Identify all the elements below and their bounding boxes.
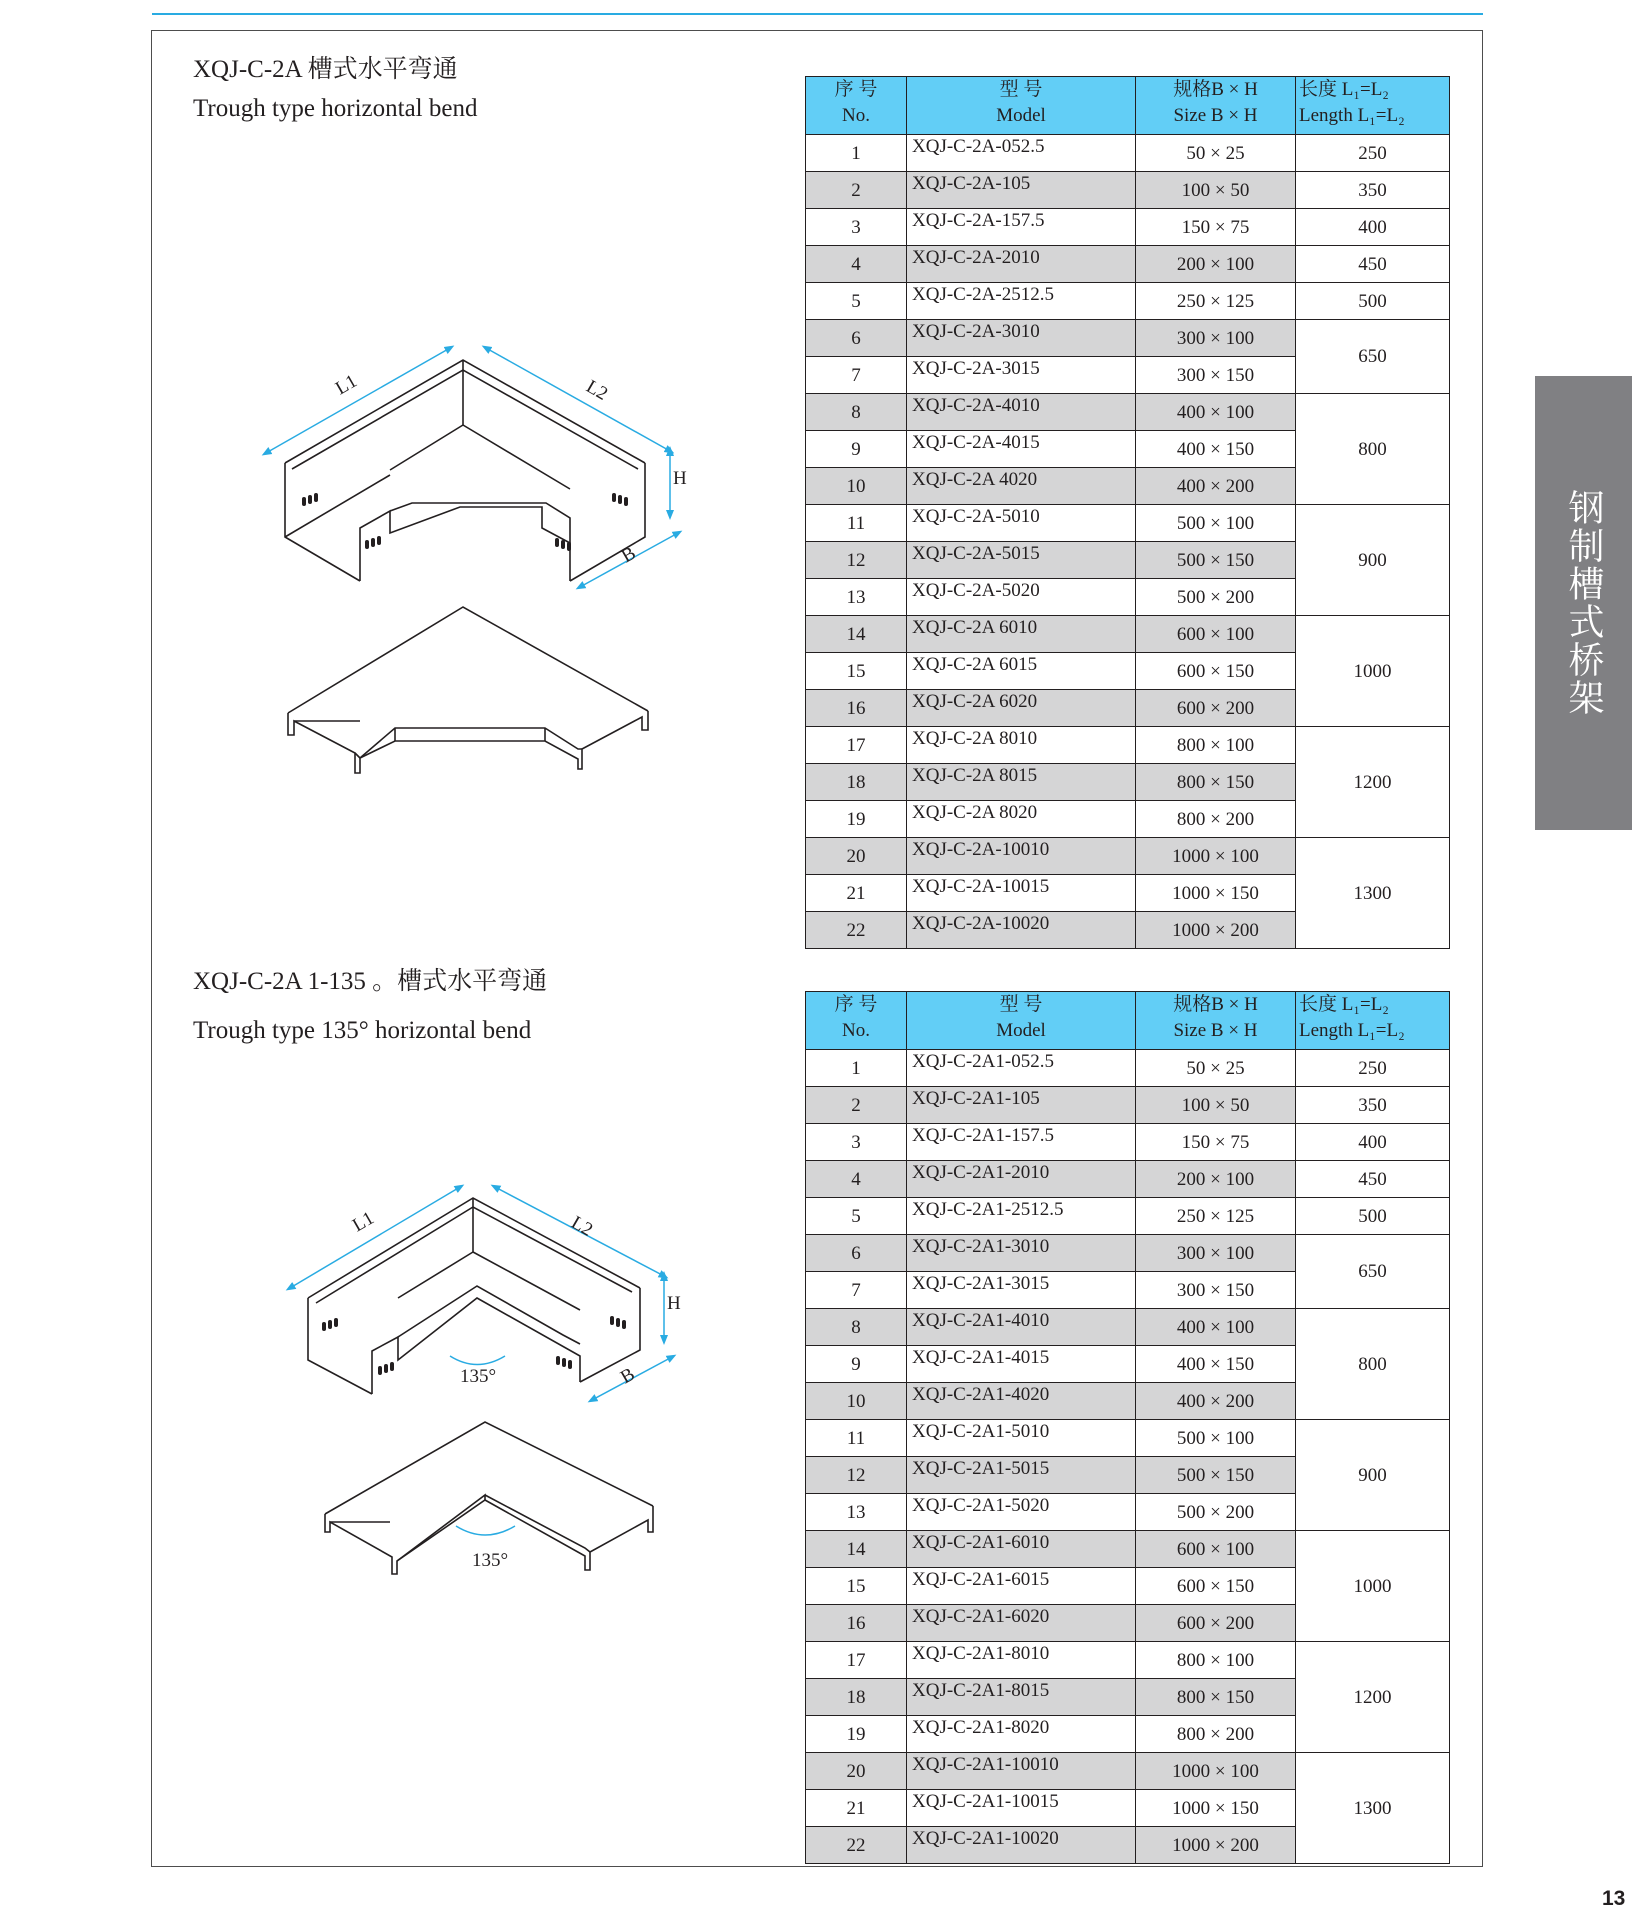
- cell-length: 1300: [1296, 1753, 1450, 1864]
- header-model: 型 号 Model: [907, 992, 1136, 1050]
- cell-length: 250: [1296, 1050, 1450, 1087]
- cell-model: XQJ-C-2A1-2512.5: [907, 1198, 1136, 1235]
- cell-size: 600 × 200: [1136, 690, 1296, 727]
- cell-model: XQJ-C-2A-10010: [907, 838, 1136, 875]
- cell-no: 22: [806, 912, 907, 949]
- cell-no: 19: [806, 1716, 907, 1753]
- dim-h-label-2: H: [667, 1293, 681, 1314]
- angle-label-cover: 135°: [472, 1550, 509, 1571]
- cell-size: 600 × 200: [1136, 1605, 1296, 1642]
- table-row: [806, 1235, 1450, 1272]
- cell-model: XQJ-C-2A1-105: [907, 1087, 1136, 1124]
- cell-no: 20: [806, 838, 907, 875]
- cell-size: 500 × 150: [1136, 1457, 1296, 1494]
- cell-size: 200 × 100: [1136, 246, 1296, 283]
- cell-model: XQJ-C-2A1-3010: [907, 1235, 1136, 1272]
- cell-no: 3: [806, 209, 907, 246]
- page-number: 13: [1602, 1887, 1626, 1910]
- cell-no: 4: [806, 1161, 907, 1198]
- cell-model: XQJ-C-2A 4020: [907, 468, 1136, 505]
- cell-model: XQJ-C-2A1-6015: [907, 1568, 1136, 1605]
- cell-size: 500 × 150: [1136, 542, 1296, 579]
- cell-model: XQJ-C-2A1-3015: [907, 1272, 1136, 1309]
- table-row: [806, 1531, 1450, 1568]
- cell-size: 100 × 50: [1136, 172, 1296, 209]
- cell-length: 1300: [1296, 838, 1450, 949]
- cell-no: 4: [806, 246, 907, 283]
- cell-size: 300 × 100: [1136, 1235, 1296, 1272]
- cell-model: XQJ-C-2A-157.5: [907, 209, 1136, 246]
- cell-model: XQJ-C-2A 6015: [907, 653, 1136, 690]
- cell-size: 800 × 100: [1136, 727, 1296, 764]
- cell-size: 300 × 150: [1136, 357, 1296, 394]
- cell-model: XQJ-C-2A-4010: [907, 394, 1136, 431]
- header-no: 序 号 No.: [806, 77, 907, 135]
- cell-size: 150 × 75: [1136, 209, 1296, 246]
- cell-no: 17: [806, 1642, 907, 1679]
- cell-no: 18: [806, 764, 907, 801]
- cell-no: 13: [806, 1494, 907, 1531]
- cell-length: 450: [1296, 1161, 1450, 1198]
- cell-model: XQJ-C-2A-5010: [907, 505, 1136, 542]
- cell-size: 600 × 100: [1136, 616, 1296, 653]
- dim-b-label-2: B: [617, 1363, 639, 1389]
- table-row: [806, 616, 1450, 653]
- cell-model: XQJ-C-2A1-6010: [907, 1531, 1136, 1568]
- table-row: [806, 394, 1450, 431]
- spec-table-1: [805, 76, 1450, 949]
- cell-no: 15: [806, 1568, 907, 1605]
- cell-no: 20: [806, 1753, 907, 1790]
- cell-no: 12: [806, 1457, 907, 1494]
- cell-no: 17: [806, 727, 907, 764]
- header-no: 序 号 No.: [806, 992, 907, 1050]
- cell-length: 800: [1296, 394, 1450, 505]
- cell-no: 11: [806, 505, 907, 542]
- cell-no: 10: [806, 1383, 907, 1420]
- cell-no: 5: [806, 1198, 907, 1235]
- cell-model: XQJ-C-2A-3015: [907, 357, 1136, 394]
- cell-length: 650: [1296, 320, 1450, 394]
- cell-length: 400: [1296, 209, 1450, 246]
- table-row: [806, 320, 1450, 357]
- cell-size: 500 × 200: [1136, 1494, 1296, 1531]
- table-row: [806, 1161, 1450, 1198]
- cell-model: XQJ-C-2A-10015: [907, 875, 1136, 912]
- cell-size: 400 × 100: [1136, 1309, 1296, 1346]
- cell-no: 7: [806, 357, 907, 394]
- section1-title-cn: XQJ-C-2A 槽式水平弯通: [193, 56, 458, 83]
- cell-no: 5: [806, 283, 907, 320]
- cell-no: 7: [806, 1272, 907, 1309]
- cell-size: 400 × 150: [1136, 1346, 1296, 1383]
- cell-size: 300 × 150: [1136, 1272, 1296, 1309]
- cell-length: 900: [1296, 1420, 1450, 1531]
- top-rule: [152, 13, 1483, 15]
- cell-no: 14: [806, 616, 907, 653]
- table-row: [806, 1642, 1450, 1679]
- header-length: 长度 L₁=L₂ Length L₁=L₂: [1296, 77, 1450, 135]
- cell-no: 16: [806, 1605, 907, 1642]
- cell-size: 50 × 25: [1136, 1050, 1296, 1087]
- cell-model: XQJ-C-2A-052.5: [907, 135, 1136, 172]
- table-row: [806, 838, 1450, 875]
- cell-size: 600 × 150: [1136, 1568, 1296, 1605]
- table-row: [806, 1124, 1450, 1161]
- dim-l2-label-2: L2: [567, 1212, 597, 1241]
- cell-length: 400: [1296, 1124, 1450, 1161]
- cell-no: 21: [806, 875, 907, 912]
- dim-l2-label: L2: [582, 376, 612, 405]
- cell-no: 15: [806, 653, 907, 690]
- cell-size: 250 × 125: [1136, 283, 1296, 320]
- cell-model: XQJ-C-2A-2010: [907, 246, 1136, 283]
- cell-no: 2: [806, 172, 907, 209]
- table-row: [806, 1309, 1450, 1346]
- horizontal-bend-diagram: [260, 335, 700, 795]
- cell-size: 1000 × 200: [1136, 912, 1296, 949]
- cell-size: 50 × 25: [1136, 135, 1296, 172]
- cell-no: 22: [806, 1827, 907, 1864]
- cell-size: 1000 × 150: [1136, 1790, 1296, 1827]
- cell-no: 9: [806, 431, 907, 468]
- table-row: [806, 1198, 1450, 1235]
- cell-size: 800 × 100: [1136, 1642, 1296, 1679]
- cell-length: 650: [1296, 1235, 1450, 1309]
- side-tab-label: 钢制槽式桥架: [1563, 489, 1604, 717]
- cell-size: 800 × 200: [1136, 801, 1296, 838]
- cell-model: XQJ-C-2A1-8015: [907, 1679, 1136, 1716]
- section2-title-cn: XQJ-C-2A 1-135 。槽式水平弯通: [193, 968, 548, 995]
- section2-title-en: Trough type 135° horizontal bend: [193, 1017, 532, 1044]
- cell-length: 1200: [1296, 1642, 1450, 1753]
- cell-size: 800 × 150: [1136, 1679, 1296, 1716]
- cell-model: XQJ-C-2A1-4010: [907, 1309, 1136, 1346]
- cell-model: XQJ-C-2A-5020: [907, 579, 1136, 616]
- spec-table-2: [805, 991, 1450, 1864]
- cell-no: 13: [806, 579, 907, 616]
- header-length: 长度 L₁=L₂ Length L₁=L₂: [1296, 992, 1450, 1050]
- cell-model: XQJ-C-2A-4015: [907, 431, 1136, 468]
- cell-model: XQJ-C-2A1-157.5: [907, 1124, 1136, 1161]
- cell-size: 800 × 200: [1136, 1716, 1296, 1753]
- table-row: [806, 135, 1450, 172]
- cell-no: 18: [806, 1679, 907, 1716]
- cell-length: 350: [1296, 1087, 1450, 1124]
- cell-length: 900: [1296, 505, 1450, 616]
- cell-model: XQJ-C-2A 6020: [907, 690, 1136, 727]
- cell-no: 11: [806, 1420, 907, 1457]
- table-header: [806, 992, 1450, 1050]
- 135-horizontal-bend-diagram: [280, 1170, 700, 1600]
- cell-model: XQJ-C-2A 8020: [907, 801, 1136, 838]
- cell-size: 1000 × 200: [1136, 1827, 1296, 1864]
- cell-size: 100 × 50: [1136, 1087, 1296, 1124]
- cell-model: XQJ-C-2A1-8020: [907, 1716, 1136, 1753]
- cell-size: 1000 × 100: [1136, 1753, 1296, 1790]
- cell-model: XQJ-C-2A1-052.5: [907, 1050, 1136, 1087]
- dim-b-label: B: [618, 542, 640, 568]
- cell-size: 150 × 75: [1136, 1124, 1296, 1161]
- cell-model: XQJ-C-2A1-10010: [907, 1753, 1136, 1790]
- cell-size: 200 × 100: [1136, 1161, 1296, 1198]
- cell-size: 300 × 100: [1136, 320, 1296, 357]
- cell-size: 1000 × 150: [1136, 875, 1296, 912]
- cell-model: XQJ-C-2A1-4020: [907, 1383, 1136, 1420]
- cell-model: XQJ-C-2A1-5015: [907, 1457, 1136, 1494]
- cell-length: 1000: [1296, 1531, 1450, 1642]
- cell-model: XQJ-C-2A 8015: [907, 764, 1136, 801]
- table-row: [806, 1050, 1450, 1087]
- dim-l1-label-2: L1: [349, 1207, 378, 1237]
- cell-length: 1000: [1296, 616, 1450, 727]
- cell-model: XQJ-C-2A 6010: [907, 616, 1136, 653]
- cell-size: 250 × 125: [1136, 1198, 1296, 1235]
- cell-model: XQJ-C-2A1-6020: [907, 1605, 1136, 1642]
- cell-size: 500 × 200: [1136, 579, 1296, 616]
- table-row: [806, 1753, 1450, 1790]
- cell-model: XQJ-C-2A1-5020: [907, 1494, 1136, 1531]
- cell-model: XQJ-C-2A-10020: [907, 912, 1136, 949]
- header-size: 规格B × H Size B × H: [1136, 992, 1296, 1050]
- cell-length: 500: [1296, 283, 1450, 320]
- cell-model: XQJ-C-2A-5015: [907, 542, 1136, 579]
- cell-model: XQJ-C-2A1-8010: [907, 1642, 1136, 1679]
- cell-no: 9: [806, 1346, 907, 1383]
- cell-no: 21: [806, 1790, 907, 1827]
- cell-model: XQJ-C-2A-2512.5: [907, 283, 1136, 320]
- table-row: [806, 505, 1450, 542]
- table-row: [806, 209, 1450, 246]
- cell-no: 16: [806, 690, 907, 727]
- cell-model: XQJ-C-2A-3010: [907, 320, 1136, 357]
- cell-no: 19: [806, 801, 907, 838]
- cell-no: 8: [806, 394, 907, 431]
- angle-label: 135°: [460, 1366, 497, 1387]
- header-size: 规格B × H Size B × H: [1136, 77, 1296, 135]
- cell-model: XQJ-C-2A1-10020: [907, 1827, 1136, 1864]
- cell-model: XQJ-C-2A-105: [907, 172, 1136, 209]
- cell-model: XQJ-C-2A1-4015: [907, 1346, 1136, 1383]
- table-row: [806, 1087, 1450, 1124]
- cell-size: 500 × 100: [1136, 505, 1296, 542]
- cell-model: XQJ-C-2A 8010: [907, 727, 1136, 764]
- cell-no: 6: [806, 1235, 907, 1272]
- cell-no: 10: [806, 468, 907, 505]
- table-row: [806, 283, 1450, 320]
- cell-size: 600 × 150: [1136, 653, 1296, 690]
- cell-size: 400 × 200: [1136, 468, 1296, 505]
- table-row: [806, 727, 1450, 764]
- table-row: [806, 246, 1450, 283]
- cell-size: 600 × 100: [1136, 1531, 1296, 1568]
- table-row: [806, 1420, 1450, 1457]
- dim-h-label: H: [673, 468, 687, 489]
- cell-length: 800: [1296, 1309, 1450, 1420]
- cell-size: 1000 × 100: [1136, 838, 1296, 875]
- cell-no: 12: [806, 542, 907, 579]
- cell-length: 250: [1296, 135, 1450, 172]
- cell-no: 3: [806, 1124, 907, 1161]
- cell-no: 2: [806, 1087, 907, 1124]
- header-model: 型 号 Model: [907, 77, 1136, 135]
- cell-no: 8: [806, 1309, 907, 1346]
- cell-length: 350: [1296, 172, 1450, 209]
- dim-l1-label: L1: [332, 370, 361, 400]
- cell-size: 800 × 150: [1136, 764, 1296, 801]
- section1-title-en: Trough type horizontal bend: [193, 95, 478, 122]
- cell-size: 500 × 100: [1136, 1420, 1296, 1457]
- cell-no: 1: [806, 135, 907, 172]
- cell-size: 400 × 150: [1136, 431, 1296, 468]
- cell-model: XQJ-C-2A1-2010: [907, 1161, 1136, 1198]
- cell-length: 450: [1296, 246, 1450, 283]
- cell-no: 6: [806, 320, 907, 357]
- cell-no: 1: [806, 1050, 907, 1087]
- table-header: [806, 77, 1450, 135]
- cell-length: 500: [1296, 1198, 1450, 1235]
- cell-model: XQJ-C-2A1-10015: [907, 1790, 1136, 1827]
- side-category-tab: [1535, 376, 1632, 830]
- cell-size: 400 × 100: [1136, 394, 1296, 431]
- cell-model: XQJ-C-2A1-5010: [907, 1420, 1136, 1457]
- cell-size: 400 × 200: [1136, 1383, 1296, 1420]
- cell-length: 1200: [1296, 727, 1450, 838]
- cell-no: 14: [806, 1531, 907, 1568]
- table-row: [806, 172, 1450, 209]
